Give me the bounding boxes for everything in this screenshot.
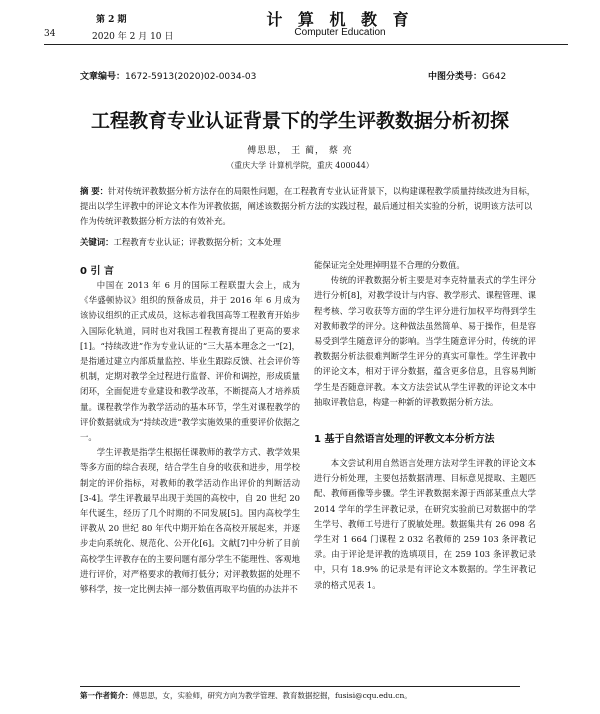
paragraph-method-1: 本文尝试利用自然语言处理方法对学生评教的评论文本进行分析处理，主要包括数据清理、目标意见提取、主题匹配、教师画像等步骤。学生评教数据来源于西部某重点大学 2014 学年的学生评教记录，在研究实验前已对数据中的学生学号、教师工号进行了脱敏处理。数据集共有 26 098 名学生对 1 664 门课程 2 032 名教师的 259 103 条评教记录。由于评论是评教的选填项目，在 259 103 条评教记录中，只有 18.9% 的记录是有评论文本数据的。学生评教记录的格式见表 1。: [314, 458, 536, 590]
paragraph-intro-2: 学生评教是指学生根据任课教师的教学方式、教学效果等多方面的综合表现，结合学生自身的收获和进步，用学校制定的评价指标，对教师的教学活动作出评价的判断活动[3-4]。学生评教最早出现于美国的高校中，自 20 世纪 20 年代诞生，经历了几个时期的不同发展[5]。国内高校学生评教从 20 世纪 80 年代中期开始在各高校开展起来，并逐步走向系统化、规范化、公开化[6]。文献[7]中分析了目前高校学生评教存在的主要问题有部分学生不能理性、客观地进行评价，对严格要求的教师打低分；对评教数据的处理不够科学，按一定比例去掉一部分数值再取平均值的办法并不: [80, 447, 300, 595]
footnote-text: 傅思思，女，实验师，研究方向为教学管理、教育数据挖掘，fusisi@cqu.edu.cn。: [132, 691, 412, 700]
article-number-label: 文章编号：: [80, 72, 126, 82]
journal-subtitle: Computer Education: [294, 27, 386, 38]
footnote: [80, 690, 536, 701]
page-number: 34: [44, 29, 56, 39]
abstract-text: 针对传统评教数据分析方法存在的局限性问题，在工程教育专业认证背景下，以构建课程教学质量持续改进为目标，提出以学生评教中的评论文本作为评教依据，阐述该数据分析方法的实践过程，最后通过相关实验的分析，说明该方法可以作为传统评教数据分析方法的有效补充。: [80, 186, 536, 226]
paragraph-intro-2-continued: 能保证完全处理掉明显不合理的分数值。: [314, 260, 465, 270]
footnote-label: 第一作者简介：: [80, 691, 133, 700]
article-title: 工程教育专业认证背景下的学生评教数据分析初探: [90, 110, 509, 132]
paragraph-intro-3: 传统的评教数据分析主要是对李克特量表式的学生评分进行分析[8]，对教学设计与内容、教学形式、课程管理、课程考核、学习收获等方面的学生评分进行加权平均得到学生对教师教学的评分。这种做法虽然简单、易于操作，但是容易受到学生随意评分的影响。当学生随意评分时，传统的评教数据分析法很难判断学生评分的真实可靠性。学生评教中的评论文本，相对于评分数据，蕴含更多信息，且容易判断学生是否随意评教。本文方法尝试从学生评教的评论文本中抽取评教信息，构建一种新的评教数据分析方法。: [314, 275, 536, 407]
abstract-label: 摘 要：: [80, 186, 109, 196]
section-introduction-heading: 0 引 言: [80, 266, 114, 277]
page-header: [0, 0, 600, 52]
author-affiliation: （重庆大学 计算机学院，重庆 400044）: [226, 161, 374, 170]
article-number-value: 1672-5913(2020)02-0034-03: [125, 72, 257, 82]
keywords: [80, 235, 536, 249]
section-method-heading: 1 基于自然语言处理的评教文本分析方法: [314, 434, 495, 446]
paragraph-intro-1: 中国在 2013 年 6 月的国际工程联盟大会上，成为《华盛顿协议》组织的预备成员，并于 2016 年 6 月成为该协议组织的正式成员，这标志着我国高等工程教育开始步入国际化轨道，同时也对我国工程教育提出了更高的要求[1]。“持续改进”作为专业认证的“三大基本理念之一”[2]，是指通过建立内部质量监控、毕业生跟踪反馈、社会评价等机制，定期对教学全过程进行监督、评价和调控，形成质量闭环，全面促进专业建设和教学改革，不断提高人才培养质量。课程教学作为教学活动的基本环节，学生对课程教学的评价数据就成为“持续改进”教学实施效果的重要评价依据之一。: [80, 280, 300, 443]
keywords-label: 关键词：: [80, 237, 114, 247]
header-divider: [44, 44, 568, 45]
classification-number: [428, 69, 506, 82]
journal-title: 计 算 机 教 育: [266, 10, 414, 29]
classification-value: G642: [482, 72, 507, 82]
publication-date: 2020 年 2 月 10 日: [92, 32, 174, 42]
right-column: [314, 258, 536, 593]
article-number: [80, 69, 256, 82]
keywords-text: 工程教育专业认证；评教数据分析；文本处理: [113, 237, 281, 247]
abstract: [80, 184, 536, 229]
article-authors: 傅思思， 王 蔺， 蔡 亮: [247, 146, 353, 156]
left-column: [80, 258, 300, 597]
footnote-divider: [80, 686, 520, 687]
issue-number: 第 2 期: [96, 15, 127, 25]
classification-label: 中图分类号：: [428, 72, 483, 82]
